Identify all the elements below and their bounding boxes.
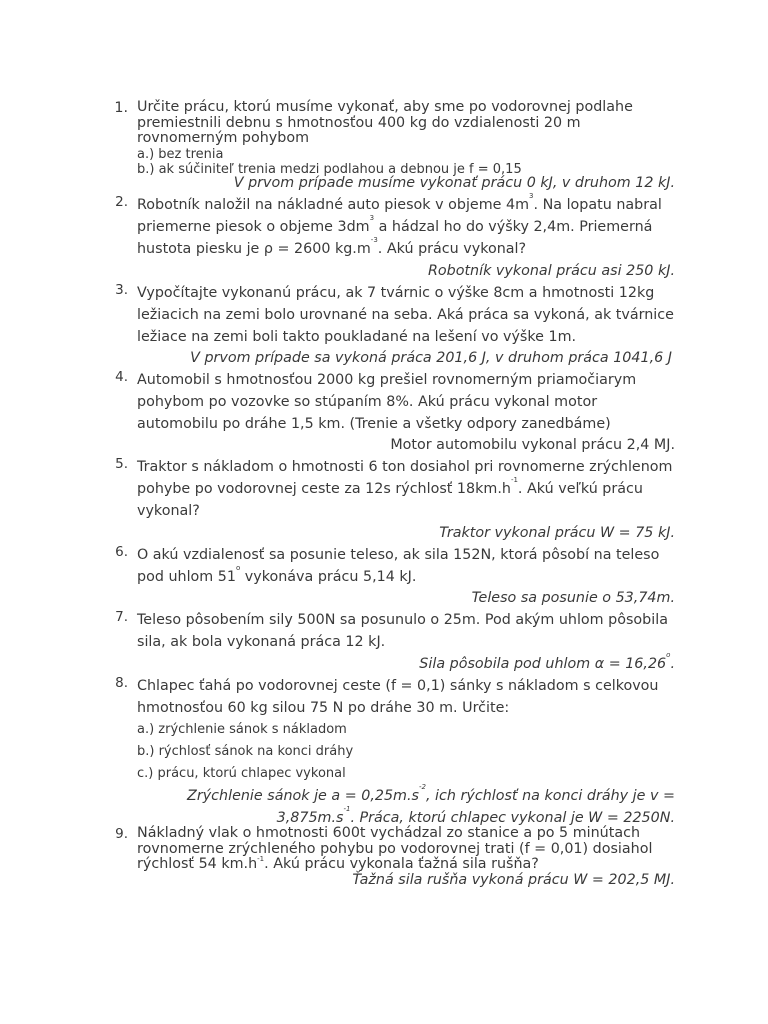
problem-line: premiestnili debnu s hmotnosťou 400 kg do vzdialenosti 20 m (137, 114, 581, 131)
problem-line: vykonal? (137, 503, 200, 519)
answer: V prvom prípade sa vykoná práca 201,6 J, v druhom práca 1041,6 J (190, 350, 672, 366)
problem-7-text (137, 609, 677, 653)
subitem: b.) ak súčiniteľ trenia medzi podlahou a debnou je f = 0,15 (137, 161, 522, 177)
answer: Ťažná sila rušňa vykoná prácu W = 202,5 MJ. (352, 872, 675, 888)
answer: Traktor vykonal prácu W = 75 kJ. (439, 525, 675, 541)
problem-line: hmotnosťou 60 kg silou 75 N po dráhe 30 m. Určite: (137, 700, 510, 716)
problem-line: automobilu po dráhe 1,5 km. (Trenie a všetky odpory zanedbáme) (137, 416, 611, 432)
problem-line: Chlapec ťahá po vodorovnej ceste (f = 0,1) sánky s nákladom s celkovou (137, 678, 659, 694)
problem-line: sila, ak bola vykonaná práca 12 kJ. (137, 634, 386, 650)
problem-6-text (137, 544, 677, 588)
problem-line: ležiace na zemi boli takto poukladané na lešení vo výške 1m. (137, 329, 577, 345)
problem-number: 6. (115, 544, 128, 560)
problem-line: Určite prácu, ktorú musíme vykonať, aby sme po vodorovnej podlahe (137, 99, 633, 115)
problem-line: ležiacich na zemi bolo urovnané na seba. Aká práca sa vykoná, ak tvárnice (137, 307, 674, 323)
answer: Motor automobilu vykonal prácu 2,4 MJ. (390, 437, 675, 453)
problem-line: rýchlosť 54 $km.h^{-1}$. Akú prácu vykonala ťažná sila rušňa? (137, 855, 539, 872)
problem-line: rovnomerne zrýchleného pohybu po vodorovnej trati (f = 0,01) dosiahol (137, 840, 653, 857)
subitem: a.) zrýchlenie sánok s nákladom (137, 722, 347, 737)
problem-number: 5. (115, 456, 128, 472)
problem-5-text (137, 456, 677, 522)
problem-line: hustota piesku je ρ = 2600 $kg.m^{-3}$. Akú prácu vykonal? (137, 236, 527, 257)
answer: Robotník vykonal prácu asi 250 kJ. (427, 263, 675, 279)
problem-line: pohybom po vozovke so stúpaním 8%. Akú prácu vykonal motor (137, 394, 598, 410)
problem-line: pod uhlom 51$^o$ vykonáva prácu 5,14 kJ. (137, 564, 417, 585)
problem-line: Automobil s hmotnosťou 2000 kg prešiel rovnomerným priamočiarym (137, 372, 637, 388)
problem-line: pohybe po vodorovnej ceste za 12s rýchlosť $18km.h^{-1}$. Akú veľkú prácu (137, 476, 643, 497)
problem-line: Teleso pôsobením sily 500N sa posunulo o 25m. Pod akým uhlom pôsobila (137, 612, 668, 628)
subitem: a.) bez trenia (137, 146, 224, 162)
problem-number: 9. (115, 826, 128, 842)
answer: V prvom prípade musíme vykonať prácu 0 kJ, v druhom 12 kJ. (233, 175, 675, 191)
problem-line: priemerne piesok o objeme $3dm^3$ a hádzal ho do výšky 2,4m. Priemerná (137, 214, 653, 235)
answer-line: $3,875m.s^{-1}$. Práca, ktorú chlapec vykonal je W = 2250N. (276, 805, 675, 826)
problem-line: rovnomerným pohybom (137, 130, 310, 146)
problem-number: 8. (115, 675, 128, 691)
problem-line: Traktor s nákladom o hmotnosti 6 ton dosiahol pri rovnomerne zrýchlenom (137, 459, 673, 475)
problem-number: 3. (115, 282, 128, 298)
problem-number: 4. (115, 369, 128, 385)
problem-line: O akú vzdialenosť sa posunie teleso, ak sila 152N, ktorá pôsobí na teleso (137, 547, 660, 563)
problem-line: Robotník naložil na nákladné auto piesok v objeme $4m^3$. Na lopatu nabral (137, 192, 662, 213)
subitem: c.) prácu, ktorú chlapec vykonal (137, 766, 346, 781)
answer-line: Zrýchlenie sánok je $a = 0,25m.s^{-2}$, ich rýchlosť na konci dráhy je v = (187, 783, 675, 804)
problem-4-text (137, 369, 677, 435)
subitem: b.) rýchlosť sánok na konci dráhy (137, 744, 354, 759)
problem-1-text (137, 100, 677, 177)
problem-line: Nákladný vlak o hmotnosti 600t vychádzal zo stanice a po 5 minútach (137, 825, 641, 841)
answer: Teleso sa posunie o 53,74m. (471, 590, 675, 606)
problem-number: 7. (115, 609, 128, 625)
answer (100, 785, 675, 829)
problem-8-text (137, 675, 677, 785)
problem-9-text (137, 826, 677, 873)
problem-number: 1. (114, 100, 128, 116)
problem-number: 2. (115, 194, 128, 210)
problem-2-text (137, 194, 677, 260)
problem-line: Vypočítajte vykonanú prácu, ak 7 tvárnic o výške 8cm a hmotnosti 12kg (137, 285, 655, 301)
problem-3-text (137, 282, 677, 348)
answer: Sila pôsobila pod uhlom $\alpha = 16,26^o$. (419, 651, 675, 672)
